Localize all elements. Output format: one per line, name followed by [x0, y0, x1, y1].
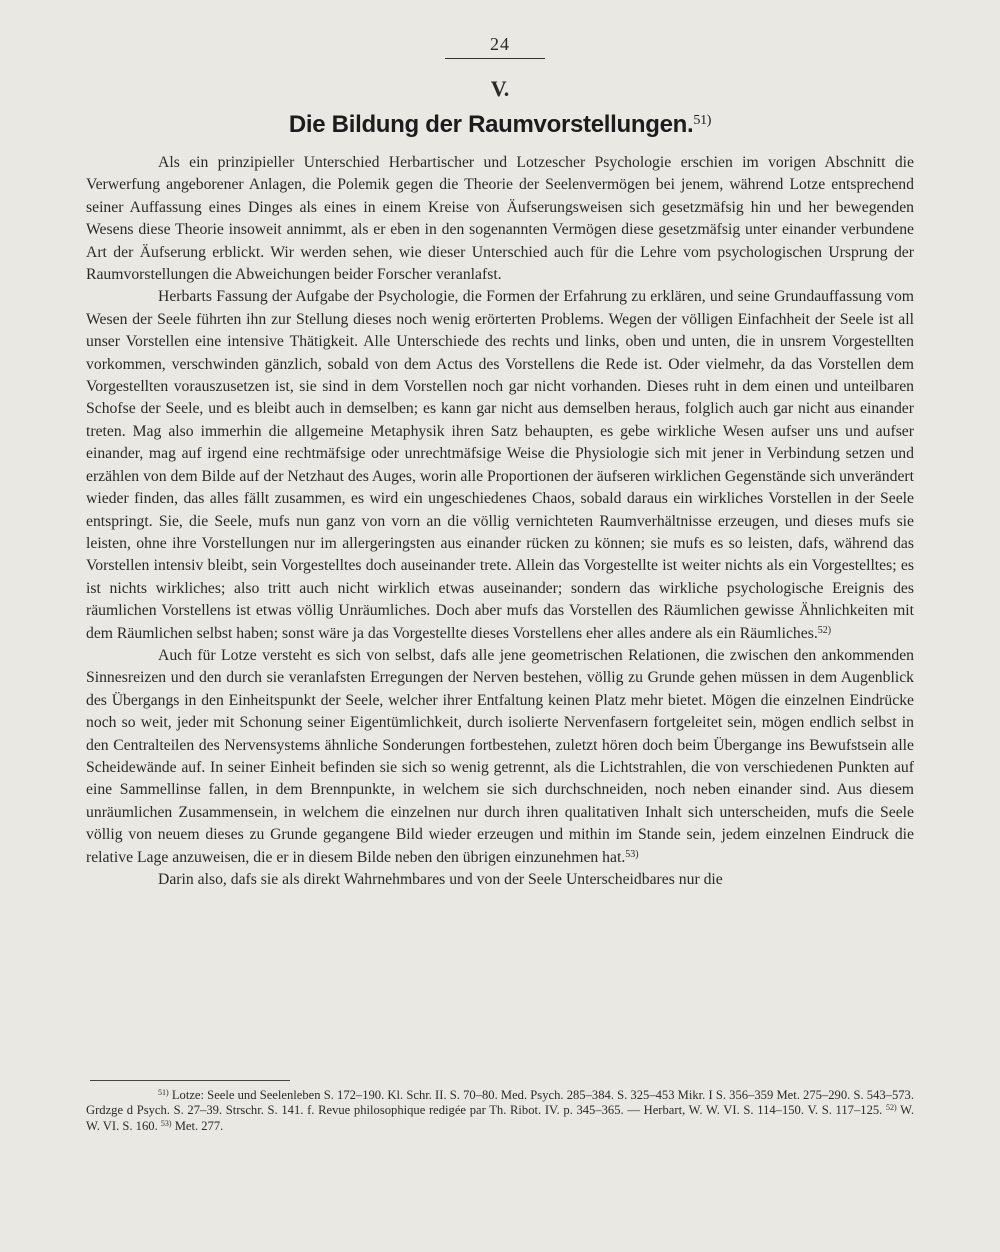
body-text [86, 152, 914, 891]
chapter-title-text: Die Bildung der Raumvorstellungen. [288, 111, 694, 138]
header-rule [445, 58, 545, 59]
footnote-paragraph [86, 1088, 914, 1134]
body-paragraph [86, 869, 914, 891]
paragraph-text: Darin also, dafs sie als direkt Wahrnehmbares und von der Seele Unterscheidbares nur die [158, 871, 723, 888]
paragraph-text: Auch für Lotze versteht es sich von selbst, dafs alle jene geometrischen Relationen, die zwischen den ankommenden Sinnesreizen und den durch sie veranlafsten Erregungen der Nerven bestehen, völlig zu Grunde gehen müssen in dem Augenblick des Übergangs in den Einheitspunkt der Seele, welcher ihrer Entfaltung keinen Platz mehr bietet. Mögen die einzelnen Eindrücke noch so weit, jeder mit Schonung seiner Eigentümlichkeit, durch isolierte Nervenfasern fortgeleitet sein, mögen endlich selbst in den Centralteilen des Nervensystems ähnliche Sonderungen fortbestehen, zuletzt hören doch beim Übergange ins Bewufstsein alle Scheidewände auf. In seiner Einheit befinden sie sich so wenig getrennt, als die Lichtstrahlen, die von verschiedenen Punkten auf eine Sammellinse fallen, in dem Brennpunkte, in welchem sie sich durchschneiden, noch neben einander sind. Aus diesem unräumlichen Zusammensein, in welchem die einzelnen nur durch ihren qualitativen Inhalt sich unterscheiden, mufs die Seele völlig von neuem dieses zu Grunde gegangene Bild wieder erzeugen und mithin im Stande sein, jedem einzelnen Eindruck die relative Lage anzuweisen, die er in diesem Bilde neben den übrigen einzunehmen hat. [86, 646, 914, 866]
footnote-text: Lotze: Seele und Seelenleben S. 172–190. Kl. Schr. II. S. 70–80. Med. Psych. 285–384. S. 325–453 Mikr. I S. 356–359 Met. 275–290. S. 543–573. Grdzge d Psych. S. 27–39. Strschr. S. 141. f. Revue philosophique redigée par Th. Ribot. IV. p. 345–365. — Herbart, W. W. VI. S. 114–150. V. S. 117–125. [86, 1088, 914, 1118]
body-paragraph [86, 645, 914, 869]
paragraph-text: Herbarts Fassung der Aufgabe der Psychologie, die Formen der Erfahrung zu erklären, und seine Grundauffassung vom Wesen der Seele führten ihn zur Stellung dieses noch wenig erörterten Problems. Wegen der völligen Einfachheit der Seele ist all unser Vorstellen eine intensive Thätigkeit. Alle Unterschiede des rechts und links, oben und unten, die in unsrem Vorgestellten vorkommen, verschwinden gänzlich, sobald von dem Actus des Vorstellens die Rede ist. Oder vielmehr, da das Vorstellen dem Vorgestellten vorauszusetzen ist, sie sind in dem Vorstellen noch gar nicht vorhanden. Dieses ruht in dem einen und unteilbaren Schofse der Seele, und es bleibt auch in demselben; es kann gar nicht aus demselben heraus, folglich auch gar nicht aus einander treten. Mag also immerhin die allgemeine Metaphysik ihren Satz behaupten, es gebe wirkliche Wesen aufser uns und aufser einander, mag auf irgend eine rechtmäfsige oder unrechtmäfsige Weise die Physiologie sich mit jener in Verbindung setzen und erzählen von dem Bilde auf der Netzhaut des Auges, worin alle Proportionen der äufseren wirklichen Gegenstände sich unverändert wieder finden, das alles fällt zusammen, es wird ein ungeschiedenes Chaos, sobald daraus ein wirkliches Vorstellen in der Seele entspringt. Sie, die Seele, mufs nun ganz von vorn an die völlig vernichteten Raumverhältnisse erzeugen, und dieses mufs sie leisten, ohne ihre Vorstellungen nur im allergeringsten aus einander rücken zu können; sie mufs es so leisten, dafs, während das Vorstellen intensiv bleibt, sein Vorgestelltes doch auseinander trete. Allein das Vorgestellte ist weiter nichts als ein Vorgestelltes; es ist nichts wirkliches; also tritt auch nicht wirklich etwas auseinander; sondern das wirkliche psychologische Ereignis des räumlichen Vorstellens ist etwas völlig Unräumliches. Doch aber mufs das Vorstellen des Räumlichen gewisse Ähnlichkeiten mit dem Räumlichen selbst haben; sonst wäre ja das Vorgestellte dieses Vorstellens eher alles andere als ein Räumliches. [86, 288, 914, 642]
body-paragraph [86, 152, 914, 286]
footnote-text: W. W. VI. S. 160. [86, 1103, 914, 1133]
footnote-number: 52) [885, 1103, 897, 1113]
chapter-number: V. [490, 76, 510, 101]
footnote-reference: 53) [625, 848, 639, 860]
footnotes [86, 1088, 914, 1134]
chapter-title [0, 111, 1000, 139]
body-paragraph [86, 286, 914, 645]
footnote-text: Met. 277. [171, 1118, 224, 1133]
page-number: 24 [490, 34, 510, 54]
chapter-title-note-ref: 51) [693, 113, 712, 128]
footnote-number: 51) [158, 1088, 169, 1097]
footnote-number: 53) [160, 1118, 172, 1128]
footnote-reference: 52) [817, 624, 832, 636]
footnote-rule [90, 1080, 290, 1081]
paragraph-text: Als ein prinzipieller Unterschied Herbartischer und Lotzescher Psychologie erschien im vorigen Abschnitt die Verwerfung angeborener Anlagen, die Polemik gegen die Theorie der Seelenvermögen bei jenem, während Lotze entsprechend seiner Auffassung eines Dinges als eines in einem Kreise von Äufserungsweisen sich gesetzmäfsig hin und her bewegenden Wesens diese Theorie insoweit annimmt, als er eben in den sogenannten Vermögen diese gesetzmäfsig unter einander verbundene Art der Äufserung erblickt. Wir werden sehen, wie dieser Unterschied auch für die Lehre vom psychologischen Ursprung der Raumvorstellungen die Abweichungen beider Forscher veranlafst. [86, 154, 914, 284]
